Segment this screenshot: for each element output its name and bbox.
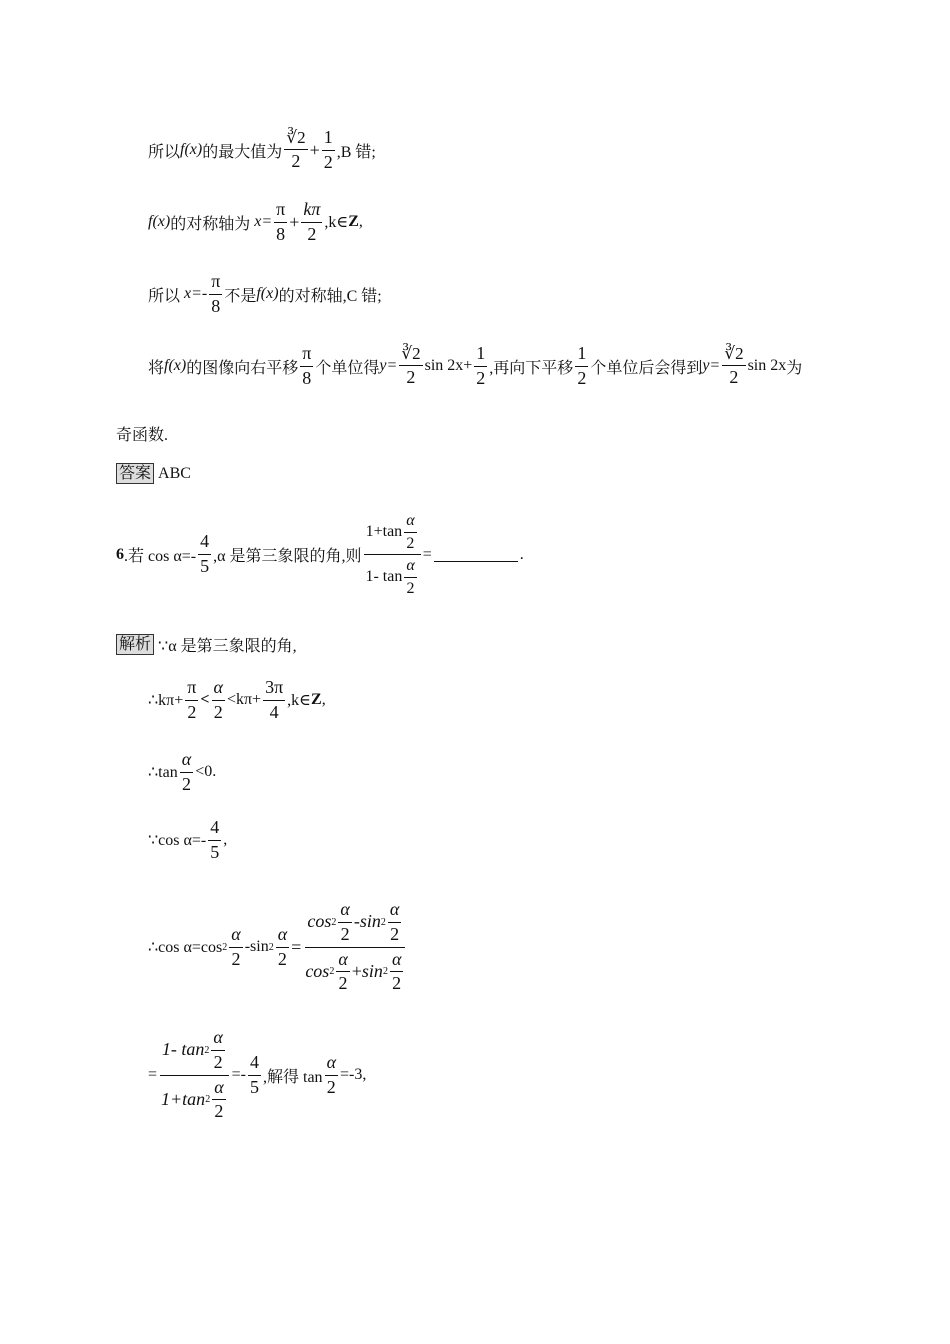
answer-label: 答案 (116, 463, 154, 484)
fraction-sqrt2-over-2: $\frac{∛2}{2}$ (401, 343, 421, 388)
question-6: 6 .若 cos α=- $\frac{4}{5}$ ,α 是第三象限的角,则 1+tan $\frac{\alpha}{2}$ 1- tan $\frac{\alpha}{2}$ = . (116, 512, 524, 597)
line-odd-function: 奇函数. (116, 427, 169, 444)
step-5: = 1- tan 2 $\frac{\alpha}{2}$ 1+tan 2 $\frac{\alpha}{2}$ =- $\frac{4}{5}$ ,解得 tan $\frac{\alpha}{2}$ =-3, (148, 1027, 367, 1122)
step-1: ∴kπ+ $\frac{\pi}{2}$ < $\frac{\alpha}{2}$ <kπ+ $\frac{3\pi}{4}$ ,k∈ Z , (148, 677, 326, 722)
answer-blank (434, 547, 518, 562)
line-max-value: 所以 f(x) 的最大值为 $\frac{∛2}{2}$ + $\frac{1}{2}$ ,B 错; (148, 127, 376, 172)
tan-fraction: 1- tan 2 $\frac{\alpha}{2}$ 1+tan 2 $\frac{\alpha}{2}$ (159, 1028, 230, 1122)
fraction-half: $\frac{1}{2}$ (323, 127, 333, 172)
analysis-label: 解析 (116, 634, 154, 655)
line-symmetry-axis: f(x) 的对称轴为 x= $\frac{\pi}{8}$ + $\frac{k\pi}{2}$ ,k∈ Z , (148, 199, 363, 244)
line-translation: 将 f(x) 的图像向右平移 $\frac{\pi}{8}$ 个单位得 y= $\frac{∛2}{2}$ sin 2x+ $\frac{1}{2}$ ,再向下平移 $\frac{1}{2}$ 个单位后会得到 y= $\frac{∛2}{2}$ sin 2x 为 (148, 343, 803, 388)
fraction-sqrt2-over-2: $\frac{∛2}{2}$ (724, 343, 744, 388)
step-3: ∵cos α=- $\frac{4}{5}$ , (148, 817, 228, 862)
line-not-axis: 所以 x=- $\frac{\pi}{8}$ 不是 f(x) 的对称轴,C 错; (148, 271, 382, 316)
fraction-pi-over-8: $\frac{\pi}{8}$ (211, 271, 221, 316)
step-2: ∴tan $\frac{\alpha}{2}$ <0. (148, 749, 217, 794)
fraction-4-over-5: $\frac{4}{5}$ (200, 531, 210, 577)
fraction-half: $\frac{1}{2}$ (577, 343, 587, 388)
analysis-line: 解析 ∵α 是第三象限的角, (116, 633, 297, 656)
fraction-pi-over-8: $\frac{\pi}{8}$ (302, 343, 312, 388)
fraction-pi-over-8: $\frac{\pi}{8}$ (276, 199, 286, 244)
step-4: ∴cos α=cos 2 $\frac{\alpha}{2}$ -sin 2 $\frac{\alpha}{2}$ = cos 2 $\frac{\alpha}{2}$ - sin 2 $\frac{\alpha}{2}$ cos 2 $\frac{\alpha}{2}$ + sin 2 $\frac{\alpha}{2}$ (148, 900, 409, 994)
cos-sin-fraction: cos 2 $\frac{\alpha}{2}$ - sin 2 $\frac{\alpha}{2}$ cos 2 $\frac{\alpha}{2}$ + sin 2 $\frac{\alpha}{2}$ (303, 900, 407, 994)
fraction-half: $\frac{1}{2}$ (476, 343, 486, 388)
answer-line (116, 463, 191, 484)
fraction-sqrt2-over-2: $\frac{∛2}{2}$ (286, 127, 306, 172)
fraction-kpi-over-2: $\frac{k\pi}{2}$ (303, 199, 321, 244)
answer-value: ABC (158, 464, 191, 482)
question-fraction: 1+tan $\frac{\alpha}{2}$ 1- tan $\frac{\alpha}{2}$ (363, 512, 420, 597)
